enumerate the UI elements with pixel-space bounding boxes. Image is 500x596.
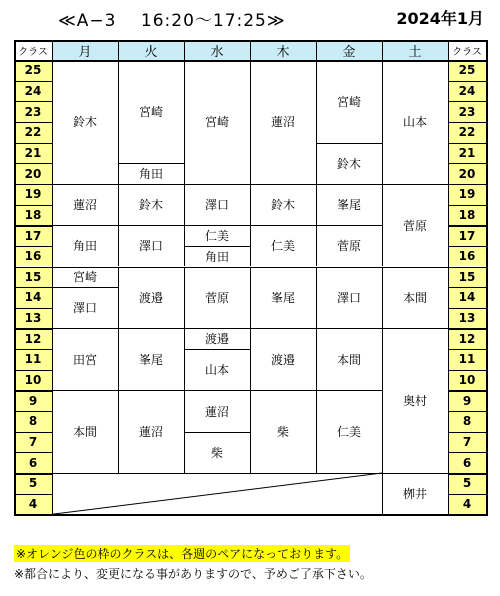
cell-border [382, 514, 448, 515]
cell-border [316, 328, 317, 390]
cell-border [184, 328, 185, 349]
cell-border [52, 473, 53, 514]
note-changes: ※都合により、変更になる事がありますので、予めご了承下さい。 [14, 567, 372, 581]
class-number-left: 11 [14, 349, 52, 370]
row-border [14, 287, 52, 288]
teacher-cell: 角田 [138, 167, 163, 182]
cell-border [448, 60, 449, 184]
row-border [14, 411, 52, 412]
teacher-cell: 山本 [204, 363, 229, 378]
cell-border [52, 184, 118, 185]
row-border [14, 81, 52, 82]
cell-border [184, 246, 250, 247]
class-number-left: 6 [14, 452, 52, 473]
cell-border [118, 390, 119, 473]
class-number-right: 6 [448, 452, 486, 473]
row-border [14, 184, 52, 186]
teacher-cell: 蓮沼 [204, 404, 229, 419]
row-border [448, 225, 486, 227]
cell-border [184, 432, 185, 473]
row-border [14, 349, 52, 350]
class-number-left: 17 [14, 225, 52, 246]
teacher-cell: 柴 [210, 445, 223, 460]
cell-border [184, 267, 250, 268]
cell-border [382, 473, 383, 514]
teacher-cell: 宮崎 [138, 105, 163, 120]
class-number-left: 24 [14, 81, 52, 102]
cell-border [52, 287, 118, 288]
cell-border [316, 143, 317, 184]
cell-border [184, 390, 185, 431]
cell-border [184, 184, 250, 185]
cell-border [382, 225, 383, 266]
teacher-cell: 澤口 [72, 301, 97, 316]
class-number-right: 24 [448, 81, 486, 102]
row-border [14, 143, 52, 144]
teacher-cell: 柴 [276, 425, 289, 440]
teacher-cell: 蓮沼 [270, 115, 295, 130]
grid-border [316, 40, 317, 60]
cell-border [448, 328, 449, 473]
teacher-cell: 鈴木 [270, 198, 295, 213]
row-border [448, 267, 486, 269]
teacher-cell: 澤口 [336, 290, 361, 305]
class-number-right: 16 [448, 246, 486, 267]
cell-border [184, 432, 250, 433]
class-number-right: 15 [448, 267, 486, 288]
row-border [14, 205, 52, 206]
class-number-right: 14 [448, 287, 486, 308]
teacher-cell: 田宮 [72, 352, 97, 367]
class-number-right: 25 [448, 60, 486, 81]
teacher-cell: 仁美 [204, 229, 229, 243]
header-day: 水 [184, 40, 250, 60]
grid-border [14, 40, 16, 514]
row-border [14, 432, 52, 433]
row-border [448, 328, 486, 330]
teacher-cell: 蓮沼 [138, 425, 163, 440]
row-border [448, 411, 486, 412]
header-class-left: クラス [14, 40, 52, 60]
class-number-right: 17 [448, 225, 486, 246]
cell-border [382, 184, 448, 185]
cell-border [52, 390, 118, 391]
cell-border [316, 184, 317, 225]
grid-border [486, 40, 488, 516]
header-class-right: クラス [448, 40, 486, 60]
teacher-cell: 峯尾 [138, 352, 163, 367]
teacher-cell: 菅原 [204, 290, 229, 305]
class-number-right: 20 [448, 163, 486, 184]
teacher-cell: 菅原 [336, 239, 361, 254]
class-number-left: 5 [14, 473, 52, 494]
cell-border [118, 60, 184, 61]
cell-border [382, 267, 383, 329]
header-day: 土 [382, 40, 448, 60]
cell-border [250, 60, 251, 184]
cell-border [118, 184, 184, 185]
cell-border [52, 390, 53, 473]
header-day: 金 [316, 40, 382, 60]
grid-border [184, 40, 185, 60]
cell-border [52, 267, 53, 288]
teacher-cell: 渡邉 [270, 352, 295, 367]
cell-border [52, 328, 118, 329]
cell-border [118, 267, 119, 329]
row-border [14, 473, 52, 475]
teacher-cell: 角田 [204, 249, 229, 264]
cell-border [118, 267, 184, 268]
cell-border [382, 60, 448, 61]
cell-border [118, 225, 119, 266]
row-border [448, 287, 486, 288]
teacher-cell: 本間 [336, 352, 361, 367]
schedule-title: ≪A−3 16:20〜17:25≫ [58, 11, 286, 31]
row-border [448, 184, 486, 186]
teacher-cell: 本間 [402, 290, 427, 305]
cell-border [316, 267, 382, 268]
cell-border [316, 328, 382, 329]
cell-border [184, 390, 250, 391]
teacher-cell: 宮崎 [336, 94, 361, 109]
class-number-right: 10 [448, 370, 486, 391]
row-border [448, 143, 486, 144]
cell-border [316, 390, 382, 391]
cell-border [184, 328, 250, 329]
row-border [14, 308, 52, 309]
class-number-right: 23 [448, 101, 486, 122]
cell-border [118, 328, 119, 390]
header-day: 月 [52, 40, 118, 60]
cell-border [52, 287, 53, 328]
class-number-left: 20 [14, 163, 52, 184]
row-border [448, 205, 486, 206]
grid-border [382, 40, 383, 60]
class-number-right: 7 [448, 432, 486, 453]
cell-border [118, 225, 184, 226]
cell-border [118, 163, 119, 184]
row-border [448, 163, 486, 164]
teacher-cell: 澤口 [204, 198, 229, 213]
cell-border [118, 328, 184, 329]
row-border [14, 494, 52, 495]
cell-border [118, 163, 184, 164]
class-number-right: 19 [448, 184, 486, 205]
teacher-cell: 峯尾 [270, 290, 295, 305]
cell-border [250, 60, 316, 61]
row-border [14, 390, 52, 392]
teacher-cell: 澤口 [138, 239, 163, 254]
cell-border [184, 267, 185, 329]
cell-border [250, 225, 316, 226]
header-day: 火 [118, 40, 184, 60]
teacher-cell: 鈴木 [336, 156, 361, 171]
cell-border [184, 60, 250, 61]
row-border [14, 122, 52, 123]
cell-border [184, 60, 185, 184]
class-number-right: 18 [448, 205, 486, 226]
header-day: 木 [250, 40, 316, 60]
cell-border [250, 267, 251, 329]
row-border [14, 452, 52, 453]
row-border [14, 370, 52, 371]
cell-border [52, 514, 382, 515]
class-number-left: 12 [14, 328, 52, 349]
cell-border [52, 328, 53, 390]
cell-border [52, 60, 118, 61]
row-border [448, 122, 486, 123]
cell-border [382, 390, 383, 473]
class-number-left: 18 [14, 205, 52, 226]
row-border [448, 432, 486, 433]
class-number-left: 22 [14, 122, 52, 143]
class-number-left: 25 [14, 60, 52, 81]
teacher-cell: 宮崎 [72, 270, 97, 285]
class-number-left: 19 [14, 184, 52, 205]
cell-border [118, 390, 184, 391]
class-number-left: 9 [14, 390, 52, 411]
cell-border [250, 184, 251, 225]
cell-border [52, 225, 53, 266]
class-number-right: 8 [448, 411, 486, 432]
cell-border [184, 349, 185, 390]
cell-border [316, 60, 317, 143]
class-number-left: 10 [14, 370, 52, 391]
cell-border [316, 390, 317, 473]
grid-border [250, 40, 251, 60]
teacher-cell: 鈴木 [138, 198, 163, 213]
cell-border [316, 225, 317, 266]
class-number-left: 23 [14, 101, 52, 122]
cell-border [184, 184, 185, 225]
class-number-right: 9 [448, 390, 486, 411]
row-border [448, 452, 486, 453]
cell-border [184, 349, 250, 350]
cell-border [448, 473, 449, 514]
cell-border [382, 328, 448, 329]
cell-border [250, 390, 316, 391]
class-number-left: 4 [14, 494, 52, 515]
teacher-cell: 山本 [402, 115, 427, 130]
class-number-right: 13 [448, 308, 486, 329]
teacher-cell: 角田 [72, 239, 97, 254]
row-border [448, 494, 486, 495]
cell-border [382, 473, 448, 474]
class-number-right: 4 [448, 494, 486, 515]
teacher-cell: 鈴木 [72, 115, 97, 130]
teacher-cell: 蓮沼 [72, 198, 97, 213]
row-border [14, 246, 52, 247]
cell-border [316, 184, 382, 185]
cell-border [316, 143, 382, 144]
row-border [448, 473, 486, 475]
class-number-right: 12 [448, 328, 486, 349]
cell-border [118, 184, 119, 225]
grid-border [118, 40, 119, 60]
row-border [14, 163, 52, 164]
class-number-left: 16 [14, 246, 52, 267]
cell-border [316, 60, 382, 61]
teacher-cell: 本間 [72, 425, 97, 440]
class-number-left: 15 [14, 267, 52, 288]
row-border [448, 308, 486, 309]
teacher-cell: 渡邉 [138, 290, 163, 305]
row-border [448, 349, 486, 350]
cell-border [250, 390, 251, 473]
class-number-right: 5 [448, 473, 486, 494]
note-pair-classes: ※オレンジ色の枠のクラスは、各週のペアになっております。 [16, 547, 349, 561]
row-border [14, 101, 52, 102]
cell-border [52, 60, 53, 184]
cell-border [52, 225, 118, 226]
row-border [448, 81, 486, 82]
class-number-left: 13 [14, 308, 52, 329]
class-number-right: 21 [448, 143, 486, 164]
cell-border [316, 225, 382, 226]
cell-border [184, 246, 185, 267]
teacher-cell: 栁井 [402, 487, 427, 502]
month-label: 2024年1月 [396, 9, 484, 28]
class-number-left: 8 [14, 411, 52, 432]
class-number-right: 11 [448, 349, 486, 370]
cell-border [52, 473, 382, 474]
cell-border [382, 60, 383, 184]
cell-border [118, 60, 119, 163]
cell-border [250, 225, 251, 266]
cell-border [250, 184, 316, 185]
row-border [14, 225, 52, 227]
cell-border [184, 225, 250, 226]
cell-border [382, 267, 448, 268]
teacher-cell: 渡邉 [204, 332, 229, 347]
row-border [448, 370, 486, 371]
row-border [448, 390, 486, 392]
class-number-left: 14 [14, 287, 52, 308]
row-border [448, 246, 486, 247]
teacher-cell: 仁美 [270, 239, 295, 254]
cell-border [250, 328, 251, 390]
cell-border [250, 267, 316, 268]
cell-border [448, 184, 449, 267]
cell-border [448, 267, 449, 329]
row-border [14, 328, 52, 330]
teacher-cell: 奥村 [402, 394, 427, 409]
class-number-left: 7 [14, 432, 52, 453]
teacher-cell: 宮崎 [204, 115, 229, 130]
cell-border [250, 328, 316, 329]
row-border [14, 267, 52, 269]
teacher-cell: 峯尾 [336, 198, 361, 213]
teacher-cell: 菅原 [402, 218, 427, 233]
class-number-left: 21 [14, 143, 52, 164]
cell-border [52, 184, 53, 225]
cell-border [316, 267, 317, 329]
row-border [448, 101, 486, 102]
teacher-cell: 仁美 [336, 425, 361, 440]
cell-border [184, 225, 185, 246]
class-number-right: 22 [448, 122, 486, 143]
teacher-cell [52, 473, 382, 514]
cell-border [52, 267, 118, 268]
